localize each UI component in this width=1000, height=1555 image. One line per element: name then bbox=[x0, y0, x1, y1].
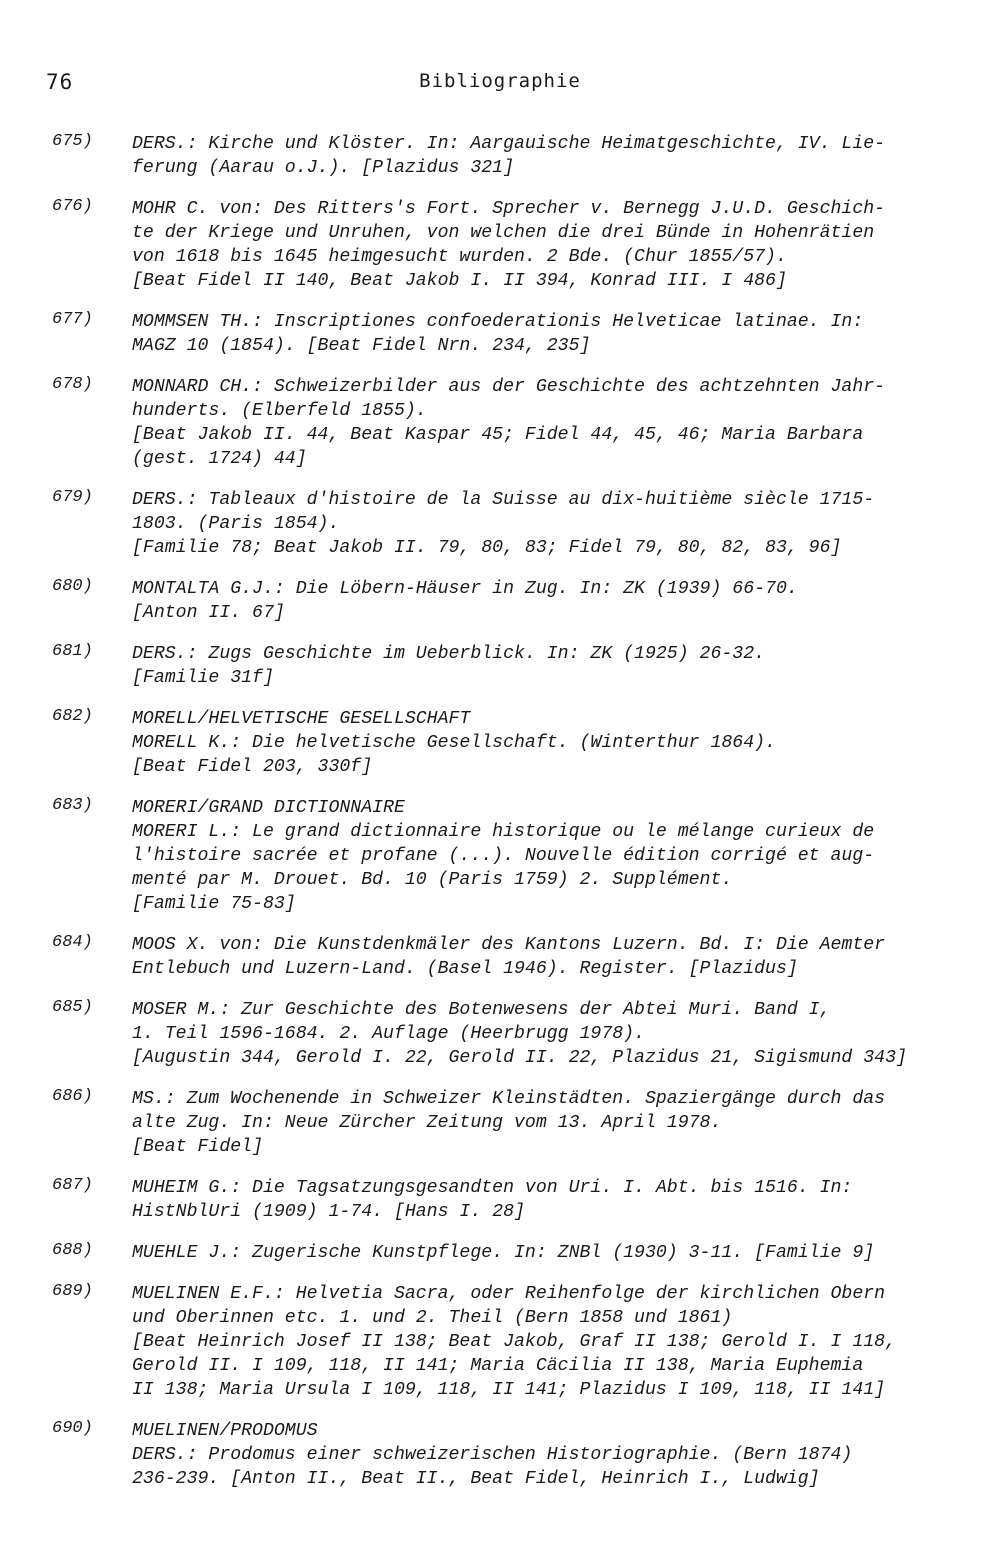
entry-line: DERS.: Prodomus einer schweizerischen Historiographie. (Bern 1874) bbox=[132, 1445, 853, 1465]
entry-line: MOMMSEN TH.: Inscriptiones confoederationis Helveticae latinae. In: bbox=[132, 312, 864, 332]
entry-line: MORERI L.: Le grand dictionnaire historique ou le mélange curieux de bbox=[132, 822, 875, 842]
bibliography-entry bbox=[0, 197, 1000, 293]
bibliography-entry bbox=[0, 1282, 1000, 1402]
entry-line: Gerold II. I 109, 118, II 141; Maria Cäcilia II 138, Maria Euphemia bbox=[132, 1356, 864, 1376]
entry-line: MUELINEN E.F.: Helvetia Sacra, oder Reihenfolge der kirchlichen Obern bbox=[132, 1284, 886, 1304]
entry-line: l'histoire sacrée et profane (...). Nouvelle édition corrigé et aug- bbox=[132, 846, 875, 866]
entry-line: te der Kriege und Unruhen, von welchen die drei Bünde in Hohenrätien bbox=[132, 223, 875, 243]
entry-line: HistNblUri (1909) 1-74. [Hans I. 28] bbox=[132, 1202, 525, 1222]
entry-text bbox=[132, 132, 952, 180]
entry-line: [Familie 31f] bbox=[132, 668, 274, 688]
entry-text bbox=[132, 1087, 952, 1159]
entry-line: ferung (Aarau o.J.). [Plazidus 321] bbox=[132, 158, 514, 178]
bibliography-list bbox=[0, 132, 1000, 1508]
bibliography-entry bbox=[0, 707, 1000, 779]
entry-text bbox=[132, 1241, 952, 1265]
bibliography-entry bbox=[0, 642, 1000, 690]
entry-line: [Familie 75-83] bbox=[132, 894, 296, 914]
entry-text bbox=[132, 488, 952, 560]
entry-line: MUELINEN/PRODOMUS bbox=[132, 1421, 318, 1441]
entry-text bbox=[132, 1282, 952, 1402]
entry-line: 1803. (Paris 1854). bbox=[132, 514, 340, 534]
entry-text bbox=[132, 577, 952, 625]
bibliography-entry bbox=[0, 933, 1000, 981]
entry-number: 682) bbox=[52, 707, 93, 726]
entry-text bbox=[132, 1176, 952, 1224]
entry-line: MORERI/GRAND DICTIONNAIRE bbox=[132, 798, 405, 818]
entry-line: MUHEIM G.: Die Tagsatzungsgesandten von Uri. I. Abt. bis 1516. In: bbox=[132, 1178, 853, 1198]
entry-text bbox=[132, 707, 952, 779]
entry-number: 687) bbox=[52, 1176, 93, 1195]
entry-line: MUEHLE J.: Zugerische Kunstpflege. In: ZNBl (1930) 3-11. [Familie 9] bbox=[132, 1243, 875, 1263]
entry-line: II 138; Maria Ursula I 109, 118, II 141; Plazidus I 109, 118, II 141] bbox=[132, 1380, 886, 1400]
entry-line: MOOS X. von: Die Kunstdenkmäler des Kantons Luzern. Bd. I: Die Aemter bbox=[132, 935, 886, 955]
entry-number: 689) bbox=[52, 1282, 93, 1301]
entry-number: 688) bbox=[52, 1241, 93, 1260]
entry-number: 683) bbox=[52, 796, 93, 815]
entry-number: 677) bbox=[52, 310, 93, 329]
entry-line: DERS.: Tableaux d'histoire de la Suisse au dix-huitième siècle 1715- bbox=[132, 490, 875, 510]
entry-text bbox=[132, 197, 952, 293]
entry-line: MORELL K.: Die helvetische Gesellschaft. (Winterthur 1864). bbox=[132, 733, 776, 753]
bibliography-entry bbox=[0, 1419, 1000, 1491]
entry-line: [Beat Fidel II 140, Beat Jakob I. II 394, Konrad III. I 486] bbox=[132, 271, 787, 291]
entry-text bbox=[132, 796, 952, 916]
entry-line: [Beat Heinrich Josef II 138; Beat Jakob, Graf II 138; Gerold I. I 118, bbox=[132, 1332, 896, 1352]
entry-number: 681) bbox=[52, 642, 93, 661]
entry-number: 684) bbox=[52, 933, 93, 952]
entry-number: 680) bbox=[52, 577, 93, 596]
entry-line: [Beat Fidel 203, 330f] bbox=[132, 757, 373, 777]
entry-line: MOSER M.: Zur Geschichte des Botenwesens der Abtei Muri. Band I, bbox=[132, 1000, 831, 1020]
bibliography-entry bbox=[0, 577, 1000, 625]
entry-line: [Beat Fidel] bbox=[132, 1137, 263, 1157]
entry-line: Entlebuch und Luzern-Land. (Basel 1946). Register. [Plazidus] bbox=[132, 959, 798, 979]
entry-line: MONNARD CH.: Schweizerbilder aus der Geschichte des achtzehnten Jahr- bbox=[132, 377, 886, 397]
bibliography-entry bbox=[0, 796, 1000, 916]
entry-line: und Oberinnen etc. 1. und 2. Theil (Bern 1858 und 1861) bbox=[132, 1308, 733, 1328]
entry-line: DERS.: Kirche und Klöster. In: Aargauische Heimatgeschichte, IV. Lie- bbox=[132, 134, 886, 154]
entry-text bbox=[132, 1419, 952, 1491]
entry-text bbox=[132, 375, 952, 471]
entry-line: 1. Teil 1596-1684. 2. Auflage (Heerbrugg 1978). bbox=[132, 1024, 645, 1044]
running-head: Bibliographie bbox=[419, 70, 581, 92]
bibliography-entry bbox=[0, 1176, 1000, 1224]
entry-line: MAGZ 10 (1854). [Beat Fidel Nrn. 234, 235] bbox=[132, 336, 591, 356]
entry-line: alte Zug. In: Neue Zürcher Zeitung vom 13. April 1978. bbox=[132, 1113, 722, 1133]
entry-line: hunderts. (Elberfeld 1855). bbox=[132, 401, 427, 421]
bibliography-entry bbox=[0, 310, 1000, 358]
entry-number: 679) bbox=[52, 488, 93, 507]
bibliography-entry bbox=[0, 488, 1000, 560]
entry-text bbox=[132, 310, 952, 358]
entry-number: 676) bbox=[52, 197, 93, 216]
entry-number: 675) bbox=[52, 132, 93, 151]
entry-line: [Anton II. 67] bbox=[132, 603, 285, 623]
entry-line: [Familie 78; Beat Jakob II. 79, 80, 83; Fidel 79, 80, 82, 83, 96] bbox=[132, 538, 842, 558]
entry-line: [Beat Jakob II. 44, Beat Kaspar 45; Fidel 44, 45, 46; Maria Barbara bbox=[132, 425, 864, 445]
entry-line: menté par M. Drouet. Bd. 10 (Paris 1759) 2. Supplément. bbox=[132, 870, 733, 890]
bibliography-entry bbox=[0, 375, 1000, 471]
bibliography-entry bbox=[0, 998, 1000, 1070]
entry-line: [Augustin 344, Gerold I. 22, Gerold II. 22, Plazidus 21, Sigismund 343] bbox=[132, 1048, 907, 1068]
bibliography-entry bbox=[0, 1241, 1000, 1265]
entry-text bbox=[132, 998, 952, 1070]
entry-line: MOHR C. von: Des Ritters's Fort. Sprecher v. Bernegg J.U.D. Geschich- bbox=[132, 199, 886, 219]
entry-text bbox=[132, 642, 952, 690]
entry-line: (gest. 1724) 44] bbox=[132, 449, 307, 469]
bibliography-entry bbox=[0, 132, 1000, 180]
entry-number: 690) bbox=[52, 1419, 93, 1438]
entry-number: 686) bbox=[52, 1087, 93, 1106]
entry-number: 685) bbox=[52, 998, 93, 1017]
entry-text bbox=[132, 933, 952, 981]
entry-line: von 1618 bis 1645 heimgesucht wurden. 2 Bde. (Chur 1855/57). bbox=[132, 247, 787, 267]
page-number: 76 bbox=[46, 70, 74, 94]
entry-number: 678) bbox=[52, 375, 93, 394]
entry-line: MORELL/HELVETISCHE GESELLSCHAFT bbox=[132, 709, 471, 729]
bibliography-entry bbox=[0, 1087, 1000, 1159]
entry-line: DERS.: Zugs Geschichte im Ueberblick. In: ZK (1925) 26-32. bbox=[132, 644, 766, 664]
entry-line: MONTALTA G.J.: Die Löbern-Häuser in Zug. In: ZK (1939) 66-70. bbox=[132, 579, 798, 599]
entry-line: MS.: Zum Wochenende in Schweizer Kleinstädten. Spaziergänge durch das bbox=[132, 1089, 886, 1109]
entry-line: 236-239. [Anton II., Beat II., Beat Fidel, Heinrich I., Ludwig] bbox=[132, 1469, 820, 1489]
